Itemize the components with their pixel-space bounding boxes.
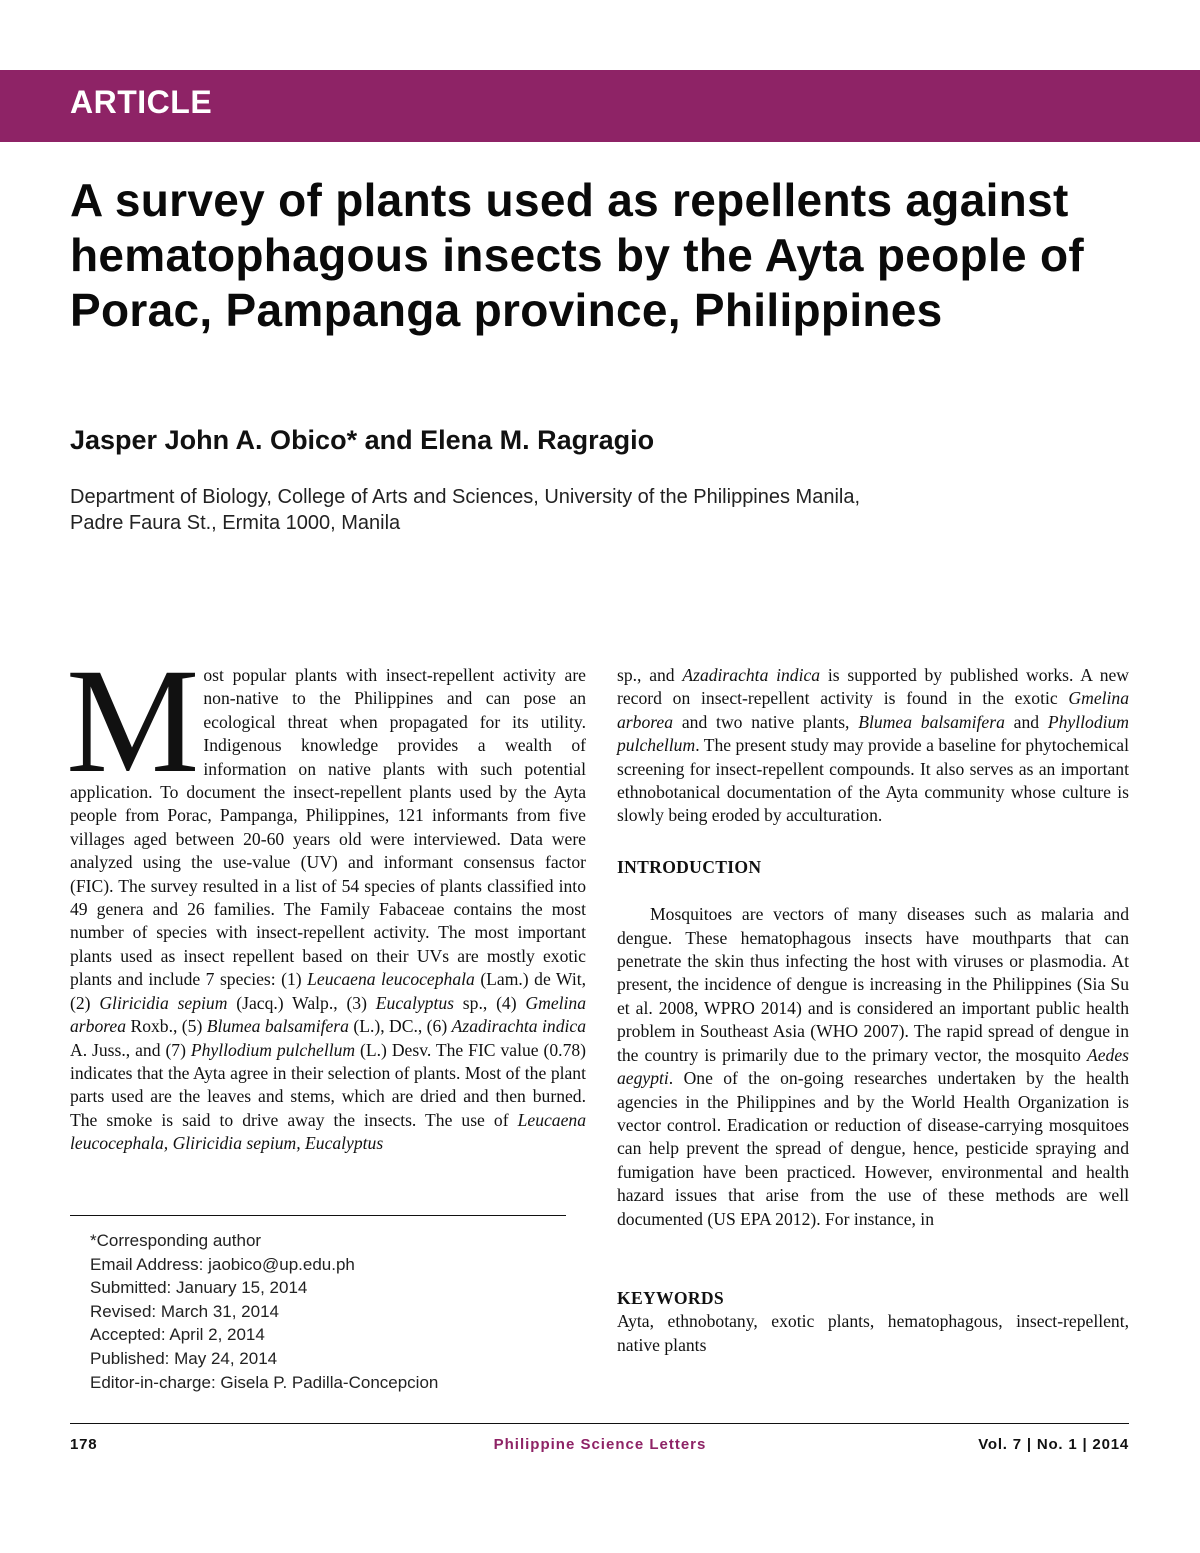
species-name: Phyllodium pulchellum	[617, 711, 1130, 756]
body-text: Mosquitoes are vectors of many diseases such as malaria and dengue. These hematophagous insects have mouthparts that can penetrate the skin thus infecting the host with viruses or plasmodia. At present, the incidence of dengue is increasing in the Philippines (Sia Su et al. 2008, WPRO 2014) and is considered an important public health problem in Southeast Asia (WHO 2007). The rapid spread of dengue in the country is primarily due to the primary vector, the mosquito	[617, 904, 1129, 1065]
abstract-text: (L.) Desv. The FIC value (0.78) indicates that the Ayta agree in their selection of plants. Most of the plant parts used are the leaves and stems, which are dried and then burned. The smoke is said to drive away the insects. The use of	[70, 1039, 587, 1130]
species-name: Phyllodium pulchellum	[190, 1039, 356, 1060]
keywords-list: Ayta, ethnobotany, exotic plants, hematophagous, insect-repellent, native plants	[617, 1311, 1129, 1355]
footnote-divider	[70, 1215, 566, 1216]
abstract-text: Roxb., (5)	[126, 1016, 207, 1037]
species-name: Azadirachta indica	[682, 665, 821, 685]
editor-in-charge: Editor-in-charge: Gisela P. Padilla-Concepcion	[90, 1372, 439, 1392]
page-number: 178	[70, 1436, 98, 1453]
abstract-text: sp., and	[617, 665, 683, 685]
species-name: Blumea balsamifera	[858, 711, 1005, 732]
affiliation-line: Department of Biology, College of Arts and Sciences, University of the Philippines Manila,	[70, 486, 861, 508]
article-footnotes	[90, 1229, 570, 1394]
species-name: Gliricidia sepium	[99, 992, 228, 1013]
article-type-banner	[0, 70, 1200, 142]
submitted-date: Submitted: January 15, 2014	[90, 1278, 308, 1298]
body-text: . One of the on-going researches undertaken by the health agencies in the Philippines and by the World Health Organization is vector control. Eradication or reduction of disease-carrying mosquitoes can help prevent the spread of dengue, hence, pesticide spraying and fumigation have been practiced. However, environmental and health hazard issues that arise from the use of these methods are well documented (US EPA 2012). For instance, in	[617, 1068, 1129, 1229]
article-type-label: ARTICLE	[70, 84, 213, 120]
species-name: Aedes aegypti	[617, 1044, 1129, 1089]
species-name: Azadirachta indica	[451, 1016, 586, 1037]
species-name: Blumea balsamifera	[206, 1016, 349, 1037]
abstract-text: ost popular plants with insect-repellent activity are non-native to the Philippines and can pose an ecological threat when propagated for its utility. Indigenous knowledge provides a wealth of information on native plants with such potential application. To document the insect-repellent plants used by the Ayta people from Porac, Pampanga, Philippines, 121 informants from five villages aged between 20-60 years old were interviewed. Data were analyzed using the use-value (UV) and informant consensus factor (FIC). The survey resulted in a list of 54 species of plants classified into 49 genera and 26 families. The Family Fabaceae contains the most number of species with insect-repellent activity. The most important plants used as insect repellent based on their UVs are mostly exotic plants and include 7 species: (1)	[70, 665, 586, 990]
issue-info: Vol. 7 | No. 1 | 2014	[978, 1436, 1129, 1453]
abstract-text: and two native plants,	[673, 711, 859, 732]
published-date: Published: May 24, 2014	[90, 1348, 278, 1368]
email-address: Email Address: jaobico@up.edu.ph	[90, 1254, 355, 1274]
species-name: Eucalyptus	[375, 992, 454, 1013]
text-column-right	[617, 664, 1129, 1357]
introduction-heading: INTRODUCTION	[617, 856, 762, 877]
introduction-paragraph	[617, 903, 1129, 1231]
abstract-text: (L.), DC., (6)	[348, 1016, 452, 1037]
article-title: A survey of plants used as repellents against hematophagous insects by the Ayta people of Porac, Pampanga province, Philippines	[70, 174, 1084, 336]
affiliation	[70, 484, 1070, 536]
abstract-paragraph-continued	[617, 664, 1129, 828]
footer-divider	[70, 1423, 1129, 1424]
authors: Jasper John A. Obico* and Elena M. Ragragio	[70, 425, 655, 455]
affiliation-line: Padre Faura St., Ermita 1000, Manila	[70, 512, 401, 534]
species-name: Leucaena leucocephala	[307, 969, 475, 990]
species-name: Gmelina arborea	[70, 992, 587, 1037]
abstract-paragraph	[66, 638, 587, 1156]
abstract-text: A. Juss., and (7)	[70, 1039, 191, 1060]
drop-cap: M	[66, 638, 200, 804]
abstract-column-left	[66, 638, 587, 1156]
abstract-text: (Lam.) de Wit, (2)	[70, 969, 587, 1013]
keywords-heading: KEYWORDS	[617, 1287, 725, 1308]
abstract-text: . The present study may provide a baseline for phytochemical screening for insect-repellent compounds. It also serves as an important ethnobotanical documentation of the Ayta community whose culture is slowly being eroded by acculturation.	[617, 735, 1129, 826]
abstract-text: is supported by published works. A new record on insect-repellent activity is found in the exotic	[617, 665, 1130, 709]
abstract-text: sp., (4)	[453, 992, 526, 1013]
species-name: Leucaena leucocephala, Gliricidia sepium, Eucalyptus	[70, 1109, 586, 1154]
corresponding-author-note: *Corresponding author	[90, 1231, 262, 1250]
accepted-date: Accepted: April 2, 2014	[90, 1325, 265, 1345]
journal-name: Philippine Science Letters	[493, 1436, 707, 1453]
species-name: Gmelina arborea	[617, 688, 1129, 732]
abstract-text: and	[1004, 711, 1048, 732]
revised-date: Revised: March 31, 2014	[90, 1301, 279, 1321]
abstract-text: (Jacq.) Walp., (3)	[227, 992, 376, 1013]
